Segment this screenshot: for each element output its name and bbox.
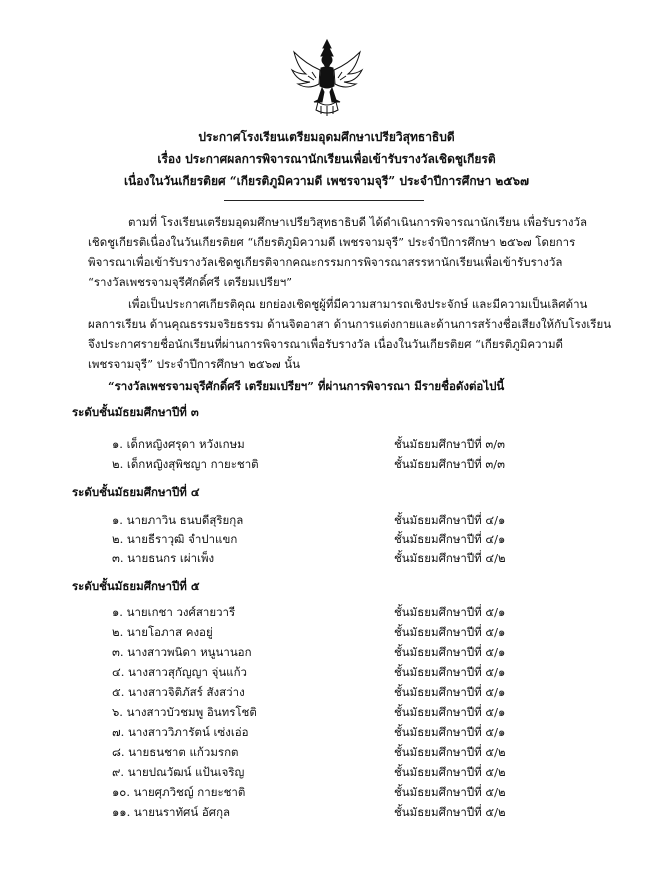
- student-class: ชั้นมัธยมศึกษาปีที่ ๕/๑: [394, 605, 506, 619]
- student-name: ๙. นายปณวัฒน์ แป้นเจริญ: [112, 765, 245, 779]
- paragraph-2-line-1: เพื่อเป็นประกาศเกียรติคุณ ยกย่องเชิดชูผู้ที่มีความสามารถเชิงประจักษ์ และมีความเป็นเลิศด้าน: [128, 297, 588, 311]
- student-class: ชั้นมัธยมศึกษาปีที่ ๕/๒: [394, 805, 506, 819]
- student-row: [0, 604, 653, 622]
- student-class: ชั้นมัธยมศึกษาปีที่ ๕/๒: [394, 785, 506, 799]
- student-name: ๗. นางสาววิภารัตน์ เซ่งเอ่อ: [112, 725, 249, 739]
- student-name: ๒. นายธีราวุฒิ จำปาแขก: [112, 532, 238, 546]
- paragraph-1-line-2: เชิดชูเกียรติเนื่องในวันเกียรติยศ “เกียรติภูมิความดี เพชรจามจุรี” ประจำปีการศึกษา ๒๕๖๗ โดยการ: [88, 235, 576, 249]
- student-name: ๑๑. นายนราทัศน์ อัศกุล: [112, 805, 231, 819]
- student-row: [0, 624, 653, 642]
- student-class: ชั้นมัธยมศึกษาปีที่ ๕/๒: [394, 765, 506, 779]
- paragraph-2-line-4: เพชรจามจุรี” ประจำปีการศึกษา ๒๕๖๗ นั้น: [88, 357, 301, 371]
- student-class: ชั้นมัธยมศึกษาปีที่ ๕/๑: [394, 685, 506, 699]
- student-name: ๑. เด็กหญิงศรุดา หวังเกษม: [112, 437, 245, 451]
- student-class: ชั้นมัธยมศึกษาปีที่ ๕/๑: [394, 625, 506, 639]
- section-title-m5: ระดับชั้นมัธยมศึกษาปีที่ ๕: [72, 579, 200, 593]
- student-row: [0, 550, 653, 568]
- award-lead-line: “รางวัลเพชรจามจุรีศักดิ์ศรี เตรียมเปรียฯ” ที่ผ่านการพิจารณา มีรายชื่อดังต่อไปนี้: [108, 379, 505, 393]
- student-name: ๖. นางสาวบัวชมพู อินทรโชติ: [112, 705, 257, 719]
- garuda-emblem-icon: [288, 38, 366, 118]
- student-class: ชั้นมัธยมศึกษาปีที่ ๓/๓: [394, 437, 506, 451]
- student-row: [0, 664, 653, 682]
- student-name: ๔. นางสาวสุกัญญา จุ่นแก้ว: [112, 665, 248, 679]
- student-class: ชั้นมัธยมศึกษาปีที่ ๓/๓: [394, 457, 506, 471]
- section-title-m4: ระดับชั้นมัธยมศึกษาปีที่ ๔: [72, 485, 200, 499]
- student-row: [0, 456, 653, 474]
- student-class: ชั้นมัธยมศึกษาปีที่ ๕/๑: [394, 725, 506, 739]
- student-class: ชั้นมัธยมศึกษาปีที่ ๕/๑: [394, 705, 506, 719]
- student-name: ๒. นายโอภาส คงอยู่: [112, 625, 213, 639]
- student-row: [0, 644, 653, 662]
- student-class: ชั้นมัธยมศึกษาปีที่ ๔/๒: [394, 551, 506, 565]
- student-row: [0, 684, 653, 702]
- student-class: ชั้นมัธยมศึกษาปีที่ ๔/๑: [394, 532, 506, 546]
- paragraph-2-line-2: ผลการเรียน ด้านคุณธรรมจริยธรรม ด้านจิตอาสา ด้านการแต่งกายและด้านการสร้างชื่อเสียงให้กับโรงเรียน: [88, 317, 612, 331]
- header-line-2: เรื่อง ประกาศผลการพิจารณานักเรียนเพื่อเข้ารับรางวัลเชิดชูเกียรติ: [157, 152, 496, 166]
- student-row: [0, 724, 653, 742]
- section-title-m3: ระดับชั้นมัธยมศึกษาปีที่ ๓: [72, 405, 199, 419]
- student-name: ๓. นางสาวพนิดา หนูนานอก: [112, 645, 252, 659]
- student-name: ๘. นายธนชาต แก้วมรกต: [112, 745, 239, 759]
- student-class: ชั้นมัธยมศึกษาปีที่ ๕/๒: [394, 745, 506, 759]
- student-name: ๑. นายเกชา วงศ์สายวารี: [112, 605, 236, 619]
- paragraph-1-line-1: ตามที่ โรงเรียนเตรียมอุดมศึกษาเปรียวิสุทธาธิบดี ได้ดำเนินการพิจารณานักเรียน เพื่อรับรางวัล: [128, 215, 588, 229]
- student-name: ๕. นางสาวจิติภัสร์ สังสว่าง: [112, 685, 245, 699]
- student-row: [0, 436, 653, 454]
- student-row: [0, 744, 653, 762]
- student-class: ชั้นมัธยมศึกษาปีที่ ๕/๑: [394, 645, 506, 659]
- student-name: ๒. เด็กหญิงสุพิชญา กายะชาติ: [112, 457, 259, 471]
- student-row: [0, 512, 653, 530]
- student-row: [0, 704, 653, 722]
- student-class: ชั้นมัธยมศึกษาปีที่ ๕/๑: [394, 665, 506, 679]
- paragraph-1-line-3: พิจารณาเพื่อเข้ารับรางวัลเชิดชูเกียรติจากคณะกรรมการพิจารณาสรรหานักเรียนเพื่อเข้ารับรางวัล: [88, 255, 563, 269]
- paragraph-1-line-4: “รางวัลเพชรจามจุรีศักดิ์ศรี เตรียมเปรียฯ”: [88, 275, 293, 289]
- student-name: ๓. นายธนกร เผ่าเพ็ง: [112, 551, 215, 565]
- student-row: [0, 784, 653, 802]
- student-row: [0, 804, 653, 822]
- paragraph-2-line-3: จึงประกาศรายชื่อนักเรียนที่ผ่านการพิจารณาเพื่อรับรางวัล เนื่องในวันเกียรติยศ “เกียรติภูมิความดี: [88, 337, 564, 351]
- header-line-3: เนื่องในวันเกียรติยศ “เกียรติภูมิความดี เพชรจามจุรี” ประจำปีการศึกษา ๒๕๖๗: [123, 174, 530, 188]
- student-name: ๑. นายภาวิน ธนบดีสุริยกุล: [112, 513, 244, 527]
- student-row: [0, 764, 653, 782]
- student-class: ชั้นมัธยมศึกษาปีที่ ๔/๑: [394, 513, 506, 527]
- header-line-1: ประกาศโรงเรียนเตรียมอุดมศึกษาเปรียวิสุทธาธิบดี: [198, 130, 455, 144]
- student-row: [0, 531, 653, 549]
- student-name: ๑๐. นายศุภวิชญ์ กายะชาติ: [112, 785, 246, 799]
- header-divider: [224, 200, 424, 201]
